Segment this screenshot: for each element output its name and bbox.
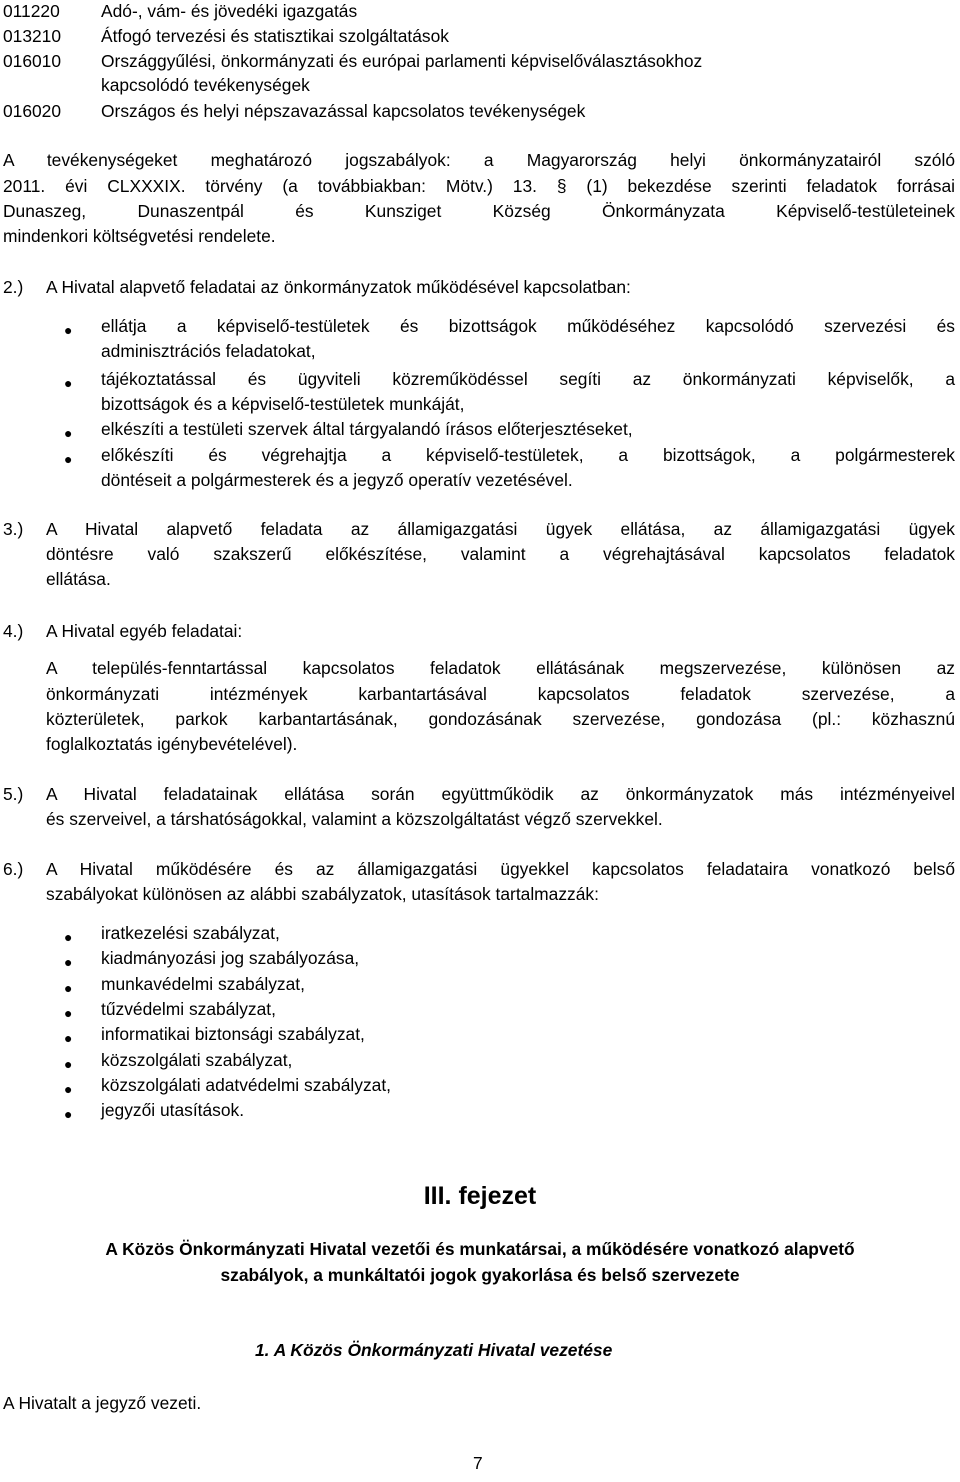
list-item: tűzvédelmi szabályzat, <box>101 999 276 1019</box>
chapter-title: III. fejezet <box>423 1182 537 1210</box>
bullet-icon: ● <box>64 1030 73 1046</box>
section-title: A Hivatal egyéb feladatai: <box>46 621 243 641</box>
bullet-icon: ● <box>64 375 73 391</box>
section-number: 3.) <box>3 519 24 539</box>
page-number: 7 <box>473 1453 483 1473</box>
list-item-line: adminisztrációs feladatokat, <box>101 341 316 361</box>
section-line: A Hivatal alapvető feladata az államigazgatási ügyek ellátása, az államigazgatási ügyek <box>46 519 955 539</box>
list-item-line: ellátja a képviselő-testületek és bizottságok működéséhez kapcsolódó szervezési és <box>101 316 955 336</box>
section-number: 6.) <box>3 859 24 879</box>
bullet-icon: ● <box>64 929 73 945</box>
section-line: döntésre való szakszerű előkészítése, valamint a végrehajtásával kapcsolatos feladatok <box>46 544 955 564</box>
list-item: munkavédelmi szabályzat, <box>101 974 305 994</box>
list-item: iratkezelési szabályzat, <box>101 923 280 943</box>
activity-code: 016010 <box>3 51 62 71</box>
section-line: A település-fenntartással kapcsolatos feladatok ellátásának megszervezése, különösen az <box>46 658 955 678</box>
list-item: kiadmányozási jog szabályozása, <box>101 948 360 968</box>
bullet-icon: ● <box>64 1106 73 1122</box>
list-item-line: előkészíti és végrehajtja a képviselő-testületek, a bizottságok, a polgármesterek <box>101 445 955 465</box>
bullet-icon: ● <box>64 1005 73 1021</box>
bullet-icon: ● <box>64 1056 73 1072</box>
paragraph-line: 2011. évi CLXXXIX. törvény (a továbbiakban: Mötv.) 13. § (1) bekezdése szerinti feladatok forrásai <box>3 176 955 196</box>
paragraph-line: Dunaszeg, Dunaszentpál és Kunsziget Község Önkormányzata Képviselő-testületeinek <box>3 201 955 221</box>
bullet-icon: ● <box>64 980 73 996</box>
bullet-icon: ● <box>64 1081 73 1097</box>
section-line: közterületek, parkok karbantartásának, gondozásának szervezése, gondozása (pl.: közhasznú <box>46 709 955 729</box>
section-number: 2.) <box>3 277 24 297</box>
list-item-line: tájékoztatással és ügyviteli közreműködéssel segíti az önkormányzati képviselők, a <box>101 369 955 389</box>
section-line: foglalkoztatás igénybevételével). <box>46 734 298 754</box>
section-line: ellátása. <box>46 569 111 589</box>
list-item-line: bizottságok és a képviselő-testületek munkáját, <box>101 394 465 414</box>
activity-name: Országgyűlési, önkormányzati és európai parlamenti képviselőválasztásokhoz <box>101 51 703 71</box>
section-number: 4.) <box>3 621 24 641</box>
section-body: A Hivatalt a jegyző vezeti. <box>3 1393 202 1413</box>
activity-name: Átfogó tervezési és statisztikai szolgáltatások <box>101 26 449 46</box>
list-item-line: elkészíti a testületi szervek által tárgyalandó írásos előterjesztéseket, <box>101 419 633 439</box>
activity-name: Adó-, vám- és jövedéki igazgatás <box>101 1 358 21</box>
section-line: és szerveivel, a társhatóságokkal, valamint a közszolgáltatást végző szervekkel. <box>46 809 663 829</box>
section-line: önkormányzati intézmények karbantartásával kapcsolatos feladatok szervezése, a <box>46 684 955 704</box>
activity-name: Országos és helyi népszavazással kapcsolatos tevékenységek <box>101 101 586 121</box>
bullet-icon: ● <box>64 954 73 970</box>
section-number: 5.) <box>3 784 24 804</box>
list-item: informatikai biztonsági szabályzat, <box>101 1024 365 1044</box>
section-heading: 1. A Közös Önkormányzati Hivatal vezetése <box>255 1340 613 1360</box>
list-item-line: döntéseit a polgármesterek és a jegyző operatív vezetésével. <box>101 470 573 490</box>
bullet-icon: ● <box>64 451 73 467</box>
activity-code: 016020 <box>3 101 62 121</box>
section-line: A Hivatal feladatainak ellátása során együttműködik az önkormányzatok más intézményeivel <box>46 784 955 804</box>
list-item: közszolgálati adatvédelmi szabályzat, <box>101 1075 391 1095</box>
chapter-subtitle-line: szabályok, a munkáltatói jogok gyakorlása és belső szervezete <box>220 1265 740 1285</box>
section-line: A Hivatal működésére és az államigazgatási ügyekkel kapcsolatos feladataira vonatkozó belső <box>46 859 955 879</box>
bullet-icon: ● <box>64 322 73 338</box>
paragraph-line: mindenkori költségvetési rendelete. <box>3 226 276 246</box>
activity-code: 011220 <box>3 1 60 21</box>
bullet-icon: ● <box>64 425 73 441</box>
paragraph-line: A tevékenységeket meghatározó jogszabályok: a Magyarország helyi önkormányzatairól szóló <box>3 150 955 170</box>
activity-name-continued: kapcsolódó tevékenységek <box>101 75 310 95</box>
list-item: közszolgálati szabályzat, <box>101 1050 293 1070</box>
list-item: jegyzői utasítások. <box>101 1100 245 1120</box>
section-line: szabályokat különösen az alábbi szabályzatok, utasítások tartalmazzák: <box>46 884 599 904</box>
section-text: A Hivatal alapvető feladatai az önkormányzatok működésével kapcsolatban: <box>46 277 631 297</box>
chapter-subtitle-line: A Közös Önkormányzati Hivatal vezetői és munkatársai, a működésére vonatkozó alapvető <box>105 1239 855 1259</box>
activity-code: 013210 <box>3 26 62 46</box>
